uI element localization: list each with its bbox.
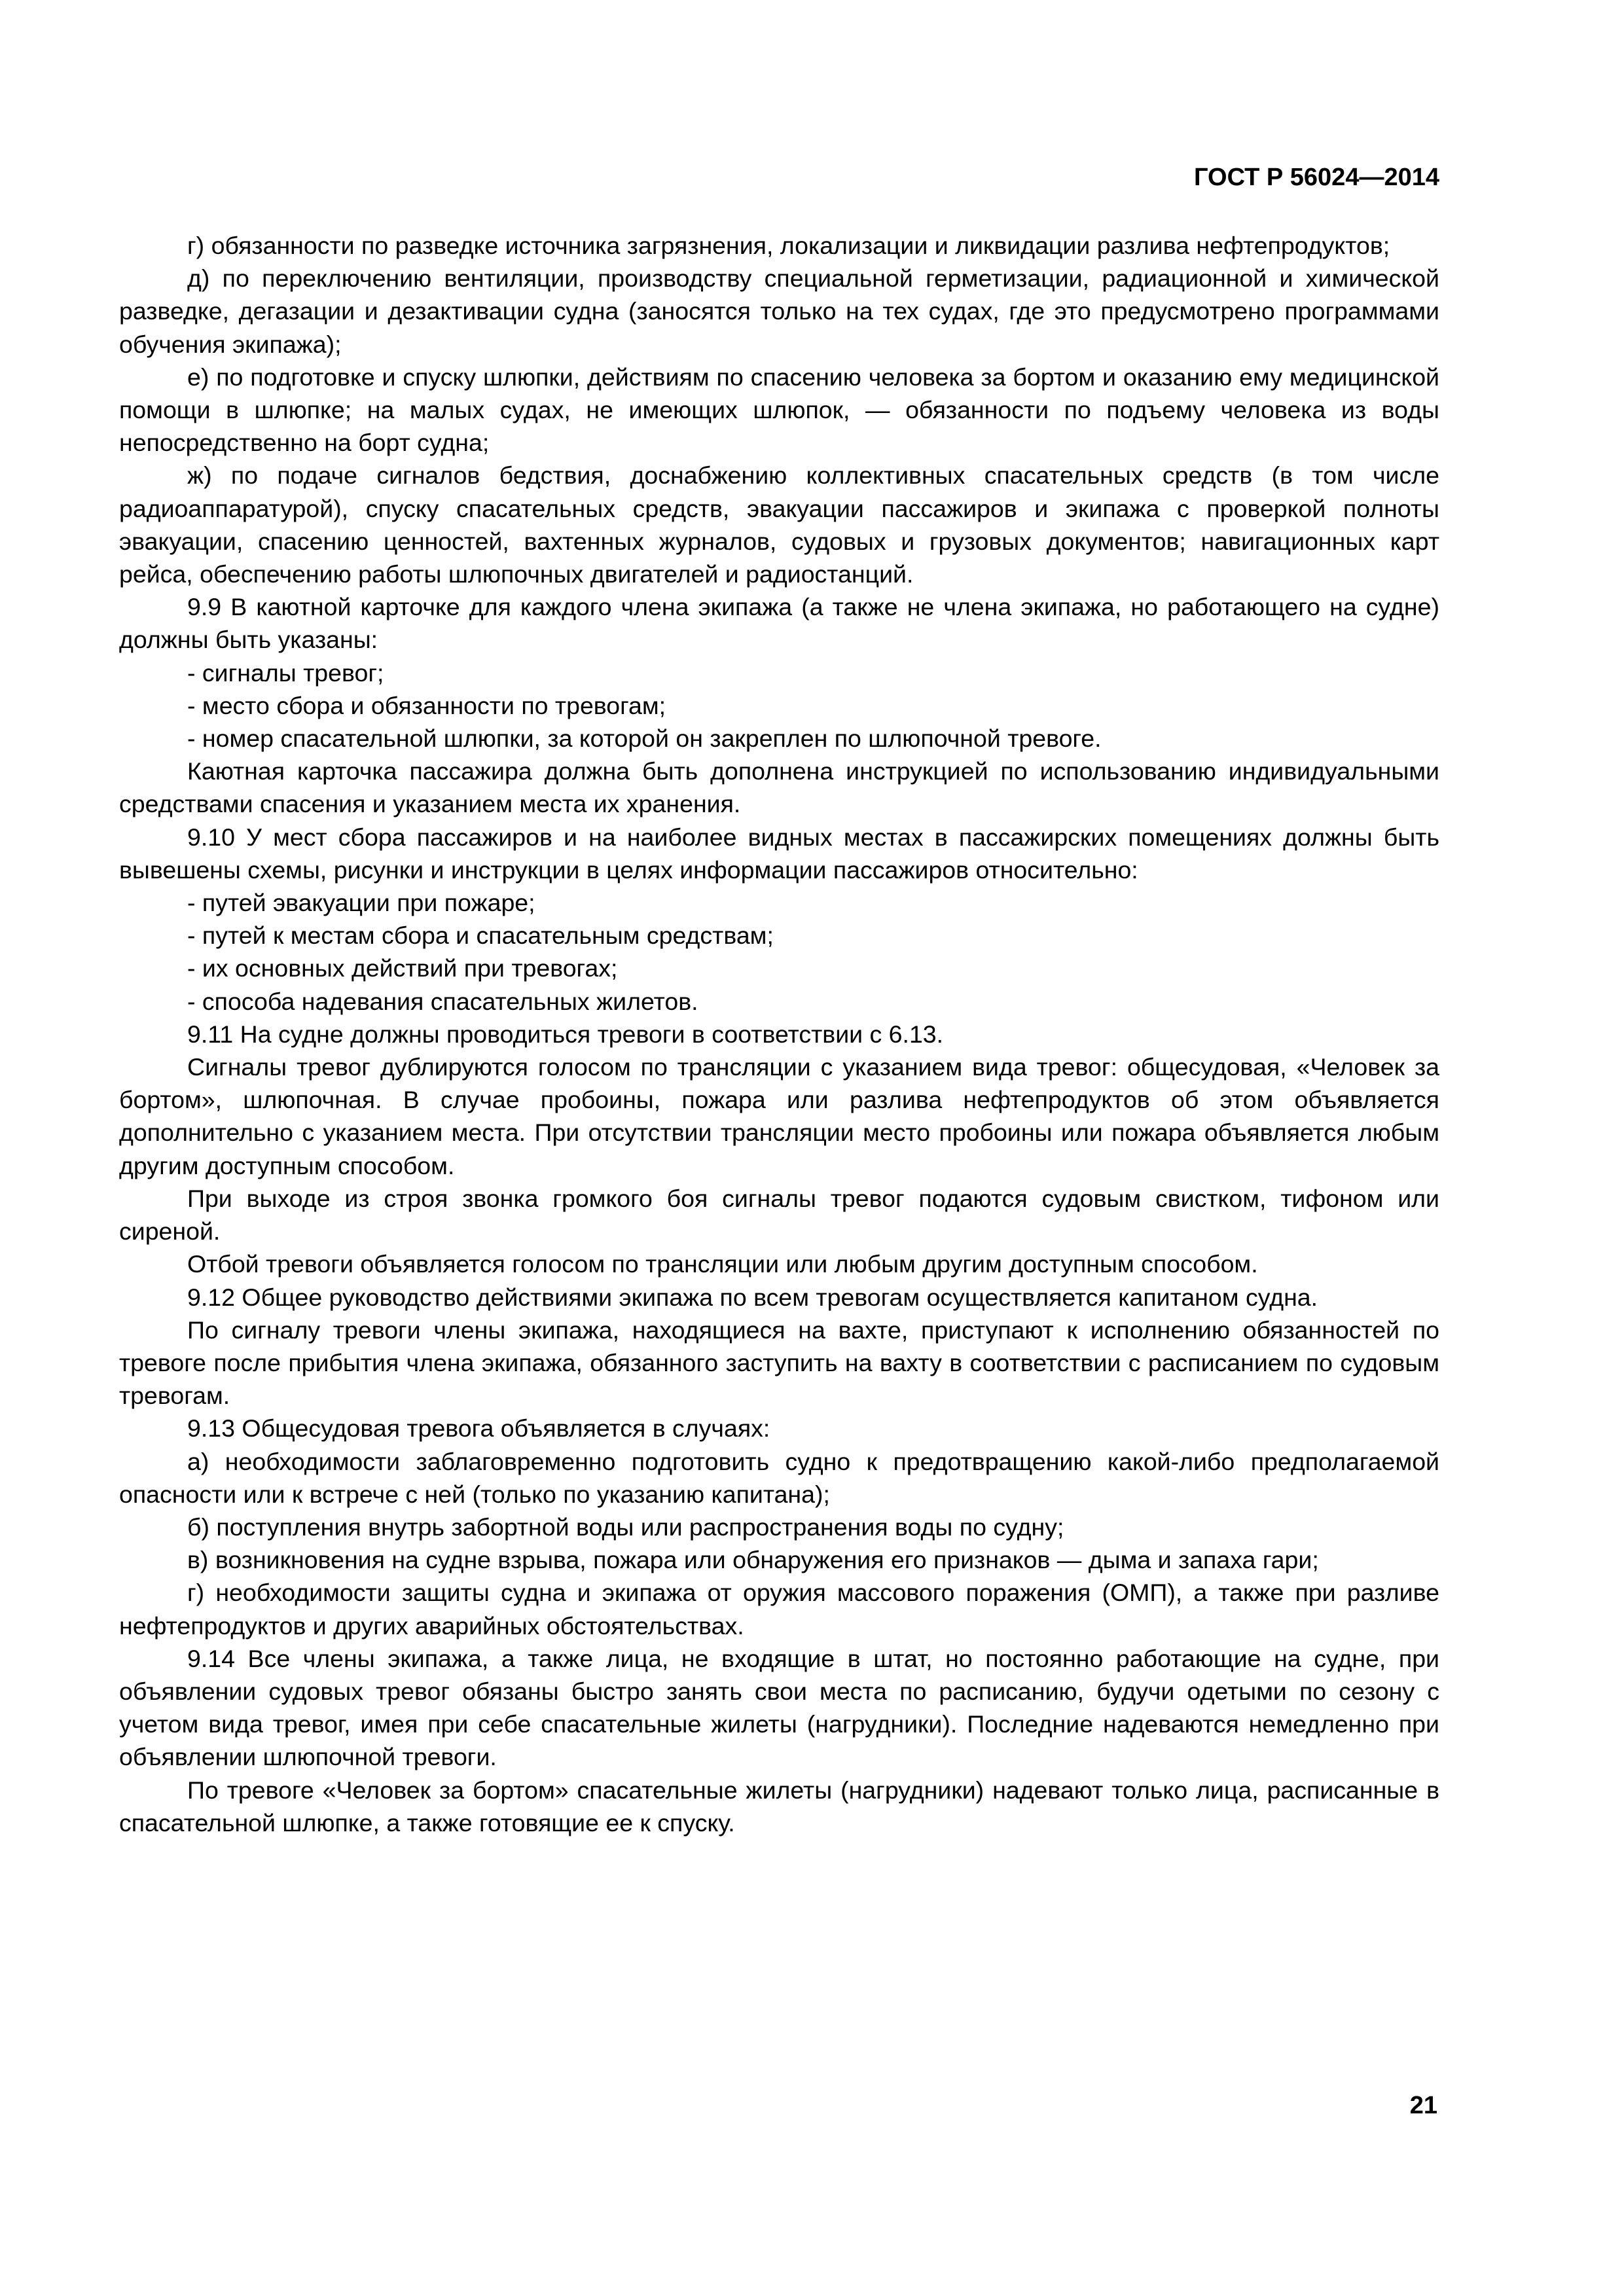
paragraph: 9.12 Общее руководство действиями экипажа по всем тревогам осуществляется капитаном судна. bbox=[187, 1283, 1318, 1311]
list-item: - путей к местам сбора и спасательным средствам; bbox=[187, 922, 774, 950]
paragraph: ж) по подаче сигналов бедствия, доснабжению коллективных спасательных средств (в том числе радиоаппаратурой), спуску спасательных средств, эвакуации пассажиров и экипажа с проверкой полноты эвакуации, спасению ценностей, вахтенных журналов, судовых и грузовых документов; навигационных карт рейса, обеспечению работы шлюпочных двигателей и радиостанций. bbox=[119, 461, 1439, 588]
paragraph: При выходе из строя звонка громкого боя сигналы тревог подаются судовым свистком, тифоном или сиреной. bbox=[119, 1184, 1439, 1246]
list-item: - место сбора и обязанности по тревогам; bbox=[187, 691, 666, 719]
paragraph: 9.14 Все члены экипажа, а также лица, не входящие в штат, но постоянно работающие на судне, при объявлении судовых тревог обязаны быстро занять свои места по расписанию, будучи одетыми по сезону с учетом вида тревог, имея при себе спасательные жилеты (нагрудники). Последние надеваются немедленно при объявлении шлюпочной тревоги. bbox=[119, 1644, 1439, 1771]
document-code: ГОСТ Р 56024—2014 bbox=[1194, 164, 1439, 191]
paragraph: г) обязанности по разведке источника загрязнения, локализации и ликвидации разлива нефтепродуктов; bbox=[187, 232, 1390, 259]
list-item: б) поступления внутрь забортной воды или распространения воды по судну; bbox=[187, 1513, 1064, 1541]
list-item: в) возникновения на судне взрыва, пожара или обнаружения его признаков — дыма и запаха гари; bbox=[187, 1546, 1319, 1574]
list-item: - путей эвакуации при пожаре; bbox=[187, 889, 535, 917]
paragraph: Отбой тревоги объявляется голосом по трансляции или любым другим доступным способом. bbox=[187, 1250, 1258, 1278]
paragraph: Сигналы тревог дублируются голосом по трансляции с указанием вида тревог: общесудовая, «Человек за бортом», шлюпочная. В случае пробоины, пожара или разлива нефтепродуктов об этом объявляется дополнительно с указанием места. При отсутствии трансляции место пробоины или пожара объявляется любым другим доступным способом. bbox=[119, 1053, 1439, 1179]
paragraph: 9.9 В каютной карточке для каждого члена экипажа (а также не члена экипажа, но работающего на судне) должны быть указаны: bbox=[119, 593, 1439, 654]
paragraph: е) по подготовке и спуску шлюпки, действиям по спасению человека за бортом и оказанию ему медицинской помощи в шлюпке; на малых судах, не имеющих шлюпок, — обязанности по подъему человека из воды непосредственно на борт судна; bbox=[119, 363, 1439, 457]
document-body bbox=[119, 229, 1439, 1839]
paragraph: 9.11 На судне должны проводиться тревоги в соответствии с 6.13. bbox=[187, 1020, 944, 1048]
paragraph: 9.10 У мест сбора пассажиров и на наиболее видных местах в пассажирских помещениях должны быть вывешены схемы, рисунки и инструкции в целях информации пассажиров относительно: bbox=[119, 823, 1439, 884]
list-item: - способа надевания спасательных жилетов. bbox=[187, 987, 698, 1015]
paragraph: Каютная карточка пассажира должна быть дополнена инструкцией по использованию индивидуальными средствами спасения и указанием места их хранения. bbox=[119, 757, 1439, 818]
list-item: г) необходимости защиты судна и экипажа от оружия массового поражения (ОМП), а также при разливе нефтепродуктов и других аварийных обстоятельствах. bbox=[119, 1579, 1439, 1640]
list-item: - сигналы тревог; bbox=[187, 658, 384, 687]
list-item: а) необходимости заблаговременно подготовить судно к предотвращению какой-либо предполагаемой опасности или к встрече с ней (только по указанию капитана); bbox=[119, 1447, 1439, 1508]
paragraph: д) по переключению вентиляции, производству специальной герметизации, радиационной и химической разведке, дегазации и дезактивации судна (заносятся только на тех судах, где это предусмотрено программами обучения экипажа); bbox=[119, 264, 1439, 358]
paragraph: 9.13 Общесудовая тревога объявляется в случаях: bbox=[187, 1414, 770, 1443]
paragraph: По тревоге «Человек за бортом» спасательные жилеты (нагрудники) надевают только лица, расписанные в спасательной шлюпке, а также готовящие ее к спуску. bbox=[119, 1776, 1439, 1837]
list-item: - номер спасательной шлюпки, за которой он закреплен по шлюпочной тревоге. bbox=[187, 725, 1102, 753]
page-number: 21 bbox=[1409, 2092, 1437, 2119]
paragraph: По сигналу тревоги члены экипажа, находящиеся на вахте, приступают к исполнению обязанностей по тревоге после прибытия члена экипажа, обязанного заступить на вахту в соответствии с расписанием по судовым тревогам. bbox=[119, 1316, 1439, 1410]
list-item: - их основных действий при тревогах; bbox=[187, 954, 618, 982]
